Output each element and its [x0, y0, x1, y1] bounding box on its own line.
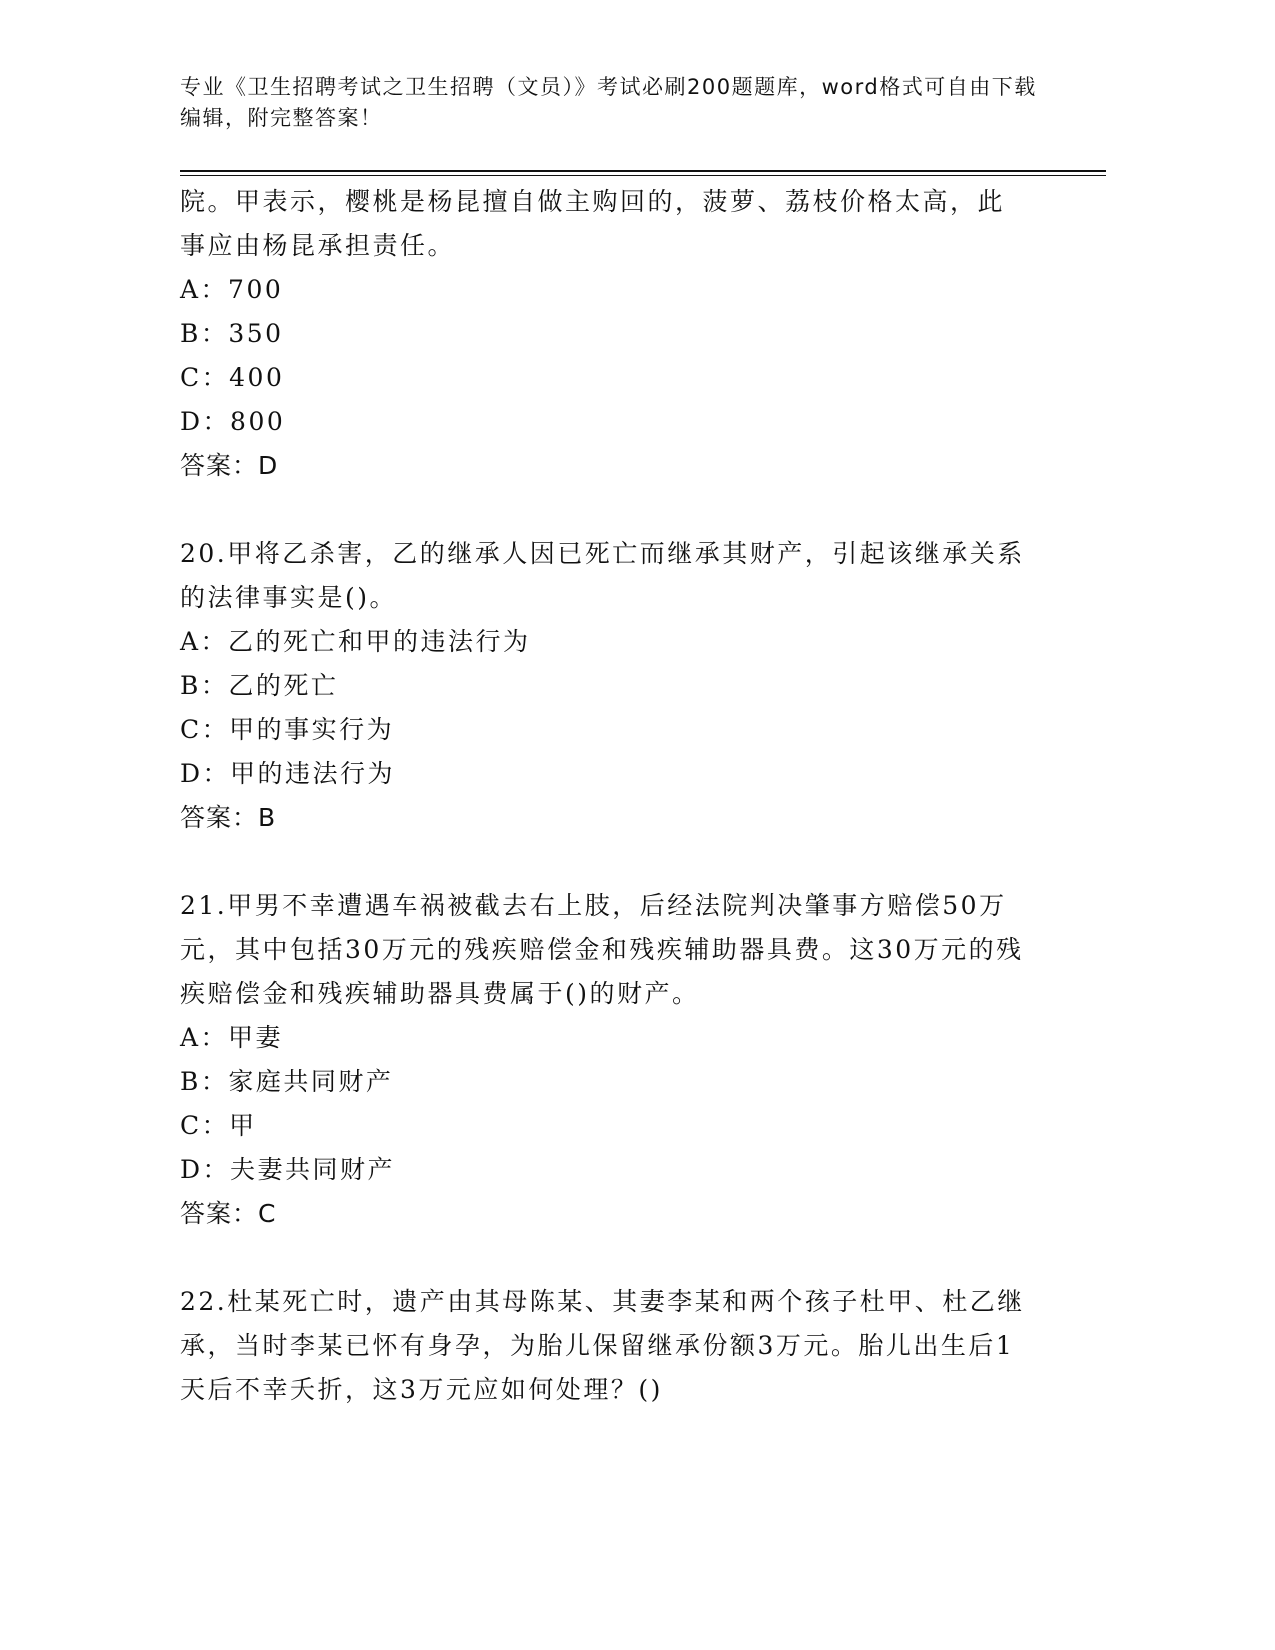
answer-line: 答案：B — [180, 803, 277, 832]
question-22 — [180, 1280, 1030, 1412]
answer-line: 答案：D — [180, 451, 279, 480]
question-text: 20.甲将乙杀害，乙的继承人因已死亡而继承其财产，引起该继承关系的法律事实是()。 — [180, 539, 1025, 612]
question-text: 院。甲表示，樱桃是杨昆擅自做主购回的，菠萝、荔枝价格太高，此事应由杨昆承担责任。 — [180, 187, 1006, 260]
question-20 — [180, 532, 1030, 840]
option-c: C：400 — [180, 363, 285, 392]
option-d: D：夫妻共同财产 — [180, 1155, 396, 1184]
option-a: A：乙的死亡和甲的违法行为 — [180, 627, 531, 656]
header-divider-thick — [180, 170, 1106, 172]
option-b: B：乙的死亡 — [180, 671, 339, 700]
question-text: 22.杜某死亡时，遗产由其母陈某、其妻李某和两个孩子杜甲、杜乙继承，当时李某已怀有身孕，为胎儿保留继承份额3万元。胎儿出生后1天后不幸夭折，这3万元应如何处理？() — [180, 1287, 1025, 1404]
option-c: C：甲 — [180, 1111, 257, 1140]
header-divider-thin — [180, 175, 1106, 176]
option-b: B：350 — [180, 319, 284, 348]
option-d: D：800 — [180, 407, 286, 436]
answer-line: 答案：C — [180, 1199, 277, 1228]
question-19-continuation — [180, 180, 1030, 488]
question-text: 21.甲男不幸遭遇车祸被截去右上肢，后经法院判决肇事方赔偿50万元，其中包括30万元的残疾赔偿金和残疾辅助器具费。这30万元的残疾赔偿金和残疾辅助器具费属于()的财产。 — [180, 891, 1024, 1008]
option-b: B：家庭共同财产 — [180, 1067, 394, 1096]
option-d: D：甲的违法行为 — [180, 759, 396, 788]
option-c: C：甲的事实行为 — [180, 715, 395, 744]
option-a: A：甲妻 — [180, 1023, 284, 1052]
question-21 — [180, 884, 1030, 1236]
page-header: 专业《卫生招聘考试之卫生招聘（文员）》考试必刷200题题库，word格式可自由下载编辑，附完整答案！ — [180, 75, 1037, 130]
option-a: A：700 — [180, 275, 284, 304]
document-body — [180, 180, 1030, 1412]
